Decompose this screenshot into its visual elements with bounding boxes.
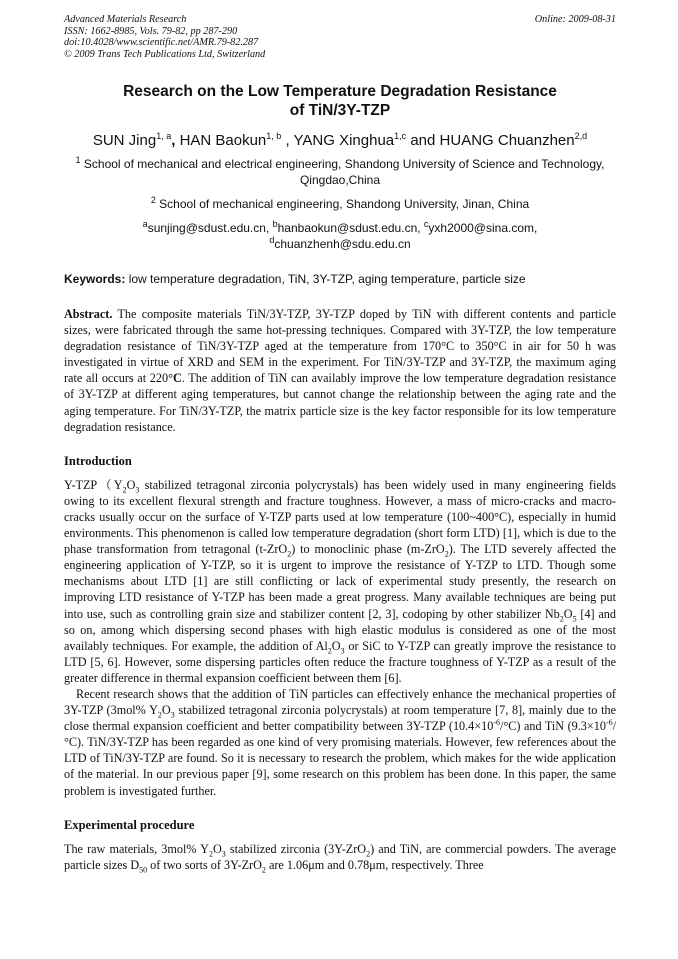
online-date: Online: 2009-08-31 <box>534 14 616 25</box>
abstract <box>64 306 616 435</box>
author-separator: and <box>406 132 440 149</box>
author-list <box>64 131 616 150</box>
email-link[interactable]: sunjing@sdust.edu.cn, <box>147 221 273 235</box>
affiliation-mark: 1 <box>75 155 81 165</box>
email-mark: b <box>272 219 278 229</box>
author-affiliation-mark: 1, b <box>266 131 282 141</box>
email-link[interactable]: yxh2000@sina.com, <box>428 221 538 235</box>
author-name: YANG Xinghua <box>293 132 395 149</box>
section-heading-experimental: Experimental procedure <box>64 817 195 832</box>
author-affiliation-mark: 2,d <box>574 131 588 141</box>
author-affiliation-mark: 1,c <box>394 131 407 141</box>
keywords-label: Keywords: <box>64 272 126 286</box>
affiliation-mark: 2 <box>150 195 156 205</box>
abstract-text: . The addition of TiN can availably improve the low temperature degradation resistance of 3Y-TZP at different aging temperatures, but cannot change the relationship between the aging rate and the aging temperature. For TiN/3Y-TZP, the matrix particle size is the key factor responsible for its low temperature degradation resistance. <box>64 371 616 434</box>
journal-header <box>64 14 616 60</box>
abstract-bold-unit: °C <box>168 371 182 386</box>
email-link[interactable]: hanbaokun@sdust.edu.cn, <box>277 221 424 235</box>
abstract-label: Abstract. <box>64 307 113 321</box>
author-name: HAN Baokun <box>179 132 267 149</box>
affiliation-text: School of mechanical and electrical engineering, Shandong University of Science and Technology, <box>80 157 605 171</box>
experimental-paragraph-1: The raw materials, 3mol% $Y_2O_3$ stabilized zirconia (3Y-ZrO$_2$) and TiN, are commercial powders. The average particle sizes $D_{50}$ of two sorts of 3Y-ZrO$_2$ are 1.06μm and 0.78μm, respectively. Three <box>64 841 616 875</box>
email-mark: c <box>423 219 429 229</box>
affiliation-1 <box>64 156 616 188</box>
author-separator: , <box>281 132 294 149</box>
email-mark: a <box>142 219 148 229</box>
author-affiliation-mark: 1, a <box>156 131 172 141</box>
copyright-line: © 2009 Trans Tech Publications Ltd, Switzerland <box>64 48 266 60</box>
email-link[interactable]: chuanzhenh@sdu.edu.cn <box>274 237 411 251</box>
affiliation-text: School of mechanical engineering, Shandong University, Jinan, China <box>155 197 530 211</box>
keywords <box>64 271 616 287</box>
issn-line: ISSN: 1662-8985, Vols. 79-82, pp 287-290 <box>64 25 238 37</box>
title-line-1: Research on the Low Temperature Degradation Resistance <box>123 83 557 100</box>
intro-paragraph-1: $Y-TZP(Y_2O_3$ stabilized tetragonal zirconia polycrystals) has been widely used in many engineering fields owing to its excellent flexural strength and fracture toughness. However, a mass of micro-cracks and macro-cracks usually occur on the surface of Y-TZP parts used at low temperature (100~400°C), especially in humid environments. This phenomenon is called low temperature degradation (short form LTD) [1], which is due to the phase transformation from tetragonal (t-ZrO$_2$) to monoclinic phase (m-ZrO$_2$). The LTD severely affected the engineering application of Y-TZP, so it is urgent to improve the resistance of Y-TZP to LTD. Though some mechanisms about LTD [1] are still conflicting or lack of experimental study presently, the research on improving LTD resistance of Y-TZP has been made a great progress. Many available techniques are being put into use, such as controlling grain size and stabilizer content [2, 3], codoping by other stabilizer $Nb_2O_5$ [4] and so on, among which dispersing second phases with high elastic modulus is considered as one of the most availably techniques. For example, the addition of $Al_2O_3$ or SiC to Y-TZP can greatly improve the resistance to LTD [5, 6]. However, some dispersing particles often reduce the fracture toughness of Y-TZP as a result of the greater difference in thermal expansion coefficient between them [6]. <box>64 477 617 685</box>
title-line-2: of TiN/3Y-TZP <box>289 102 391 119</box>
keywords-text: low temperature degradation, TiN, 3Y-TZP, aging temperature, particle size <box>125 272 526 286</box>
affiliation-2 <box>64 196 616 212</box>
doi-line: doi:10.4028/www.scientific.net/AMR.79-82.287 <box>64 37 259 48</box>
abstract-text: The composite materials TiN/3Y-TZP, 3Y-TZP doped by TiN with different contents and particle sizes, were fabricated through the same hot-pressing techniques. Compared with 3Y-TZP, the low temperature degradation resistance of TiN/3Y-TZP aged at the temperature from 170°C to 350°C in air for 50 h was investigated in virtue of XRD and SEM in the experiment. For TiN/3Y-TZP and 3Y-TZP, the maximum aging rate all occurs at 220 <box>64 307 616 386</box>
email-mark: d <box>269 235 275 245</box>
author-emails <box>64 220 616 252</box>
journal-name: Advanced Materials Research <box>64 14 187 25</box>
affiliation-text: Qingdao,China <box>299 173 381 187</box>
author-separator: , <box>171 132 180 149</box>
section-heading-introduction: Introduction <box>64 453 132 468</box>
author-name: SUN Jing <box>92 132 157 149</box>
paper-title <box>64 82 616 120</box>
author-name: HUANG Chuanzhen <box>439 132 575 149</box>
intro-paragraph-2: Recent research shows that the addition of TiN particles can effectively enhance the mechanical properties of 3Y-TZP (3mol% $Y_2O_3$ stabilized tetragonal zirconia polycrystals) at room temperature [7, 8], mainly due to the close thermal expansion coefficient and better compatibility between 3Y-TZP $(10.4\times 10^{-6}/^\circ C)$ and TiN $(9.3\times 10^{-6}/^\circ C)$. TiN/3Y-TZP has been regarded as one kind of very promising materials. However, few references about the LTD of TiN/3Y-TZP are found. So it is necessary to research the problem, which makes for the wide application of the material. In our previous paper [9], some research on this problem has been done. In this paper, the same problem is investigated further. <box>64 686 616 798</box>
